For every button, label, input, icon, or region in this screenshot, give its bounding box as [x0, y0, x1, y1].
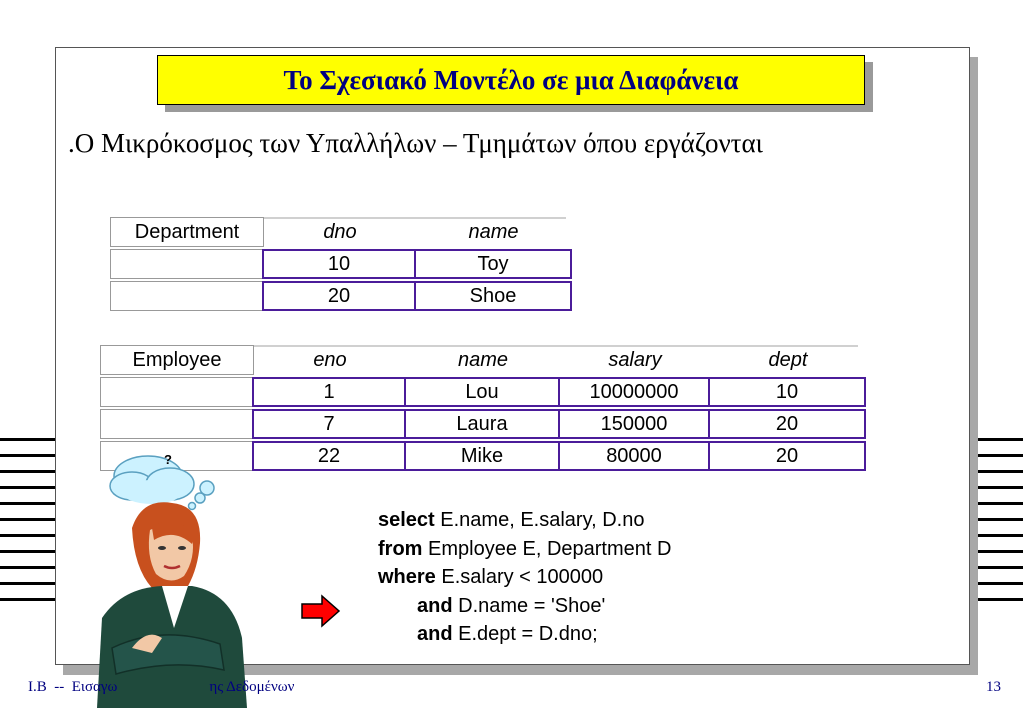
sql-from-clause: Employee E, Department D: [428, 537, 672, 560]
thought-bubble-text: ?: [164, 452, 172, 467]
footer-right: ης Δεδομένων: [209, 679, 295, 695]
sql-and-clause: D.name = 'Shoe': [458, 594, 606, 617]
sql-where-clause: E.salary < 100000: [441, 566, 604, 588]
sql-select-line: [378, 506, 671, 535]
department-col-dno: dno: [323, 220, 357, 243]
employee-cell: Laura: [404, 409, 560, 439]
department-cell: Toy: [414, 249, 572, 279]
sql-where-line: [378, 563, 671, 592]
sql-from-line: [378, 535, 671, 564]
department-cell: Shoe: [414, 281, 572, 311]
department-row-label: [110, 281, 264, 311]
sql-select-keyword: select: [378, 509, 435, 531]
sql-query: [378, 506, 671, 649]
employee-col-dept: dept: [768, 348, 808, 371]
right-stripes: [975, 438, 1023, 604]
employee-cell: Mike: [404, 441, 560, 471]
page-number: 13: [986, 679, 1001, 695]
employee-cell: 20: [708, 409, 866, 439]
department-table-name: Department: [110, 217, 264, 247]
sql-select-clause: E.name, E.salary, D.no: [440, 509, 645, 531]
red-arrow-icon: [298, 593, 342, 629]
sql-and-keyword: and: [417, 623, 453, 645]
thought-bubble-icon: [110, 456, 214, 510]
employee-cell: 7: [252, 409, 406, 439]
department-col-name: name: [468, 220, 519, 243]
employee-cell: 150000: [558, 409, 710, 439]
thinking-woman-illustration: [92, 448, 252, 708]
footer-left: I.B -- Εισαγω: [28, 679, 118, 695]
woman-figure-icon: [97, 502, 247, 708]
sql-from-keyword: from: [378, 537, 423, 560]
employee-col-eno: eno: [313, 348, 347, 371]
employee-cell: Lou: [404, 377, 560, 407]
employee-row-label: [100, 409, 254, 439]
employee-cell: 80000: [558, 441, 710, 471]
employee-row-label: [100, 377, 254, 407]
employee-col-name: name: [457, 348, 509, 371]
left-stripes: [0, 438, 60, 604]
employee-cell: 22: [252, 441, 406, 471]
sql-and-keyword: and: [417, 594, 453, 617]
slide-title: Το Σχεσιακό Μοντέλο σε μια Διαφάνεια: [157, 55, 865, 105]
employee-col-salary: salary: [608, 348, 662, 371]
sql-and-line: [378, 620, 671, 649]
slide-subtitle: .Ο Μικρόκοσμος των Υπαλλήλων – Τμημάτων όπου εργάζονται: [68, 128, 763, 158]
department-row-label: [110, 249, 264, 279]
department-cell: 20: [262, 281, 416, 311]
employee-cell: 1: [252, 377, 406, 407]
department-cell: 10: [262, 249, 416, 279]
employee-cell: 20: [708, 441, 866, 471]
footer-text: [28, 679, 294, 696]
sql-and-line: [378, 592, 671, 621]
sql-and-clause: E.dept = D.dno;: [458, 623, 598, 645]
employee-cell: 10000000: [558, 377, 710, 407]
employee-cell: 10: [708, 377, 866, 407]
employee-table-name: Employee: [100, 345, 254, 375]
sql-where-keyword: where: [378, 566, 436, 588]
